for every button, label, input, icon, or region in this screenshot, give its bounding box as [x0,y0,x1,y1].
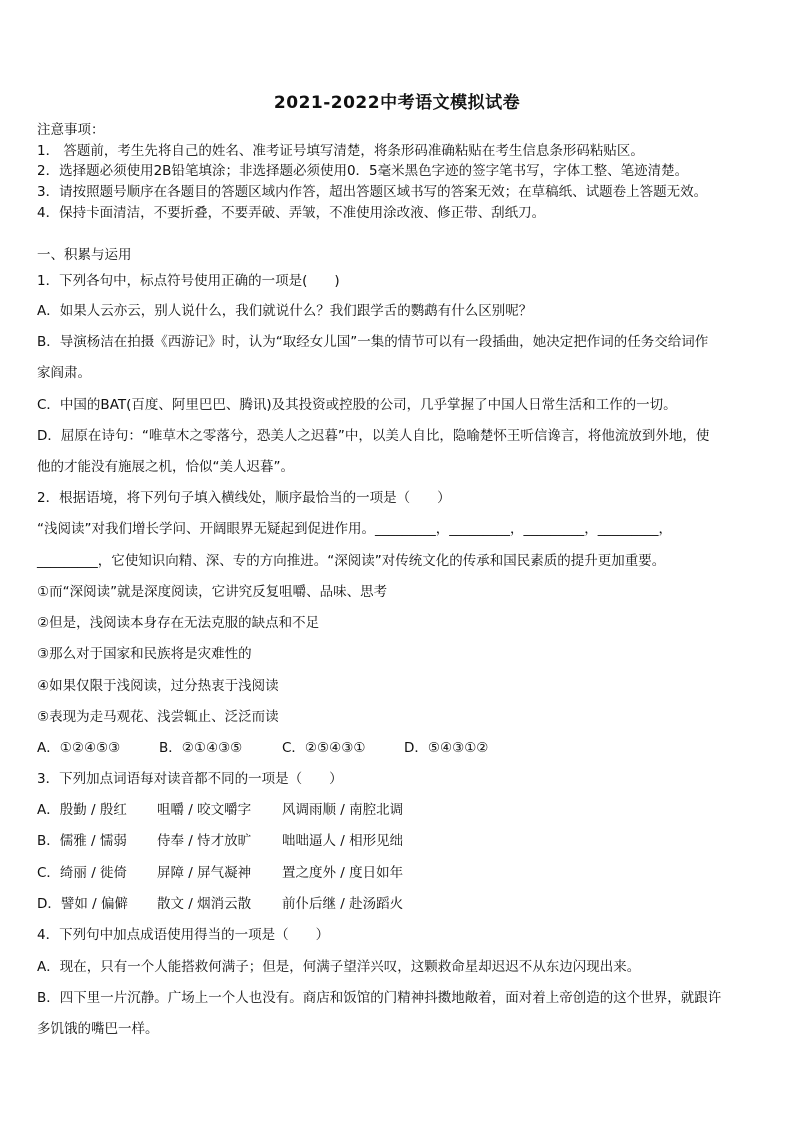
question-4-option-b-cont: 多饥饿的嘴巴一样。 [37,1021,159,1037]
notice-item: 4．保持卡面清洁，不要折叠，不要弄破、弄皱，不准使用涂改液、修正带、刮纸刀。 [37,205,546,221]
question-2-sentence-1: ①而“深阅读”就是深度阅读，它讲究反复咀嚼、品味、思考 [37,584,388,600]
question-2-context-cont: _________，它使知识向精、深、专的方向推进。“深阅读”对传统文化的传承和国民素质的提升更加重要。 [37,553,666,569]
question-2-option-d: D．⑤④③①② [404,740,489,756]
option-word-pair: 置之度外 / 度日如年 [282,865,404,881]
question-1-option-b-cont: 家阎肃。 [37,365,91,381]
question-3-option-d [37,895,759,913]
question-4-option-b: B．四下里一片沉静。广场上一个人也没有。商店和饭馆的门精神抖擞地敞着，面对着上帝创造的这个世界，就跟许 [37,990,722,1006]
notice-heading: 注意事项： [37,122,105,138]
option-word-pair: 咀嚼 / 咬文嚼字 [157,802,252,818]
section-heading: 一、积累与运用 [37,247,132,263]
question-1-stem: 1．下列各句中，标点符号使用正确的一项是( ) [37,273,340,289]
question-2-sentence-2: ②但是，浅阅读本身存在无法克服的缺点和不足 [37,615,320,631]
option-word-pair: 风调雨顺 / 南腔北调 [282,802,404,818]
option-word-pair: 咄咄逼人 / 相形见绌 [282,833,404,849]
question-1-option-d-cont: 他的才能没有施展之机，恰似“美人迟暮”。 [37,459,294,475]
question-4-option-a: A．现在，只有一个人能搭救何满子；但是，何满子望洋兴叹，这颗救命星却迟迟不从东边闪现出来。 [37,959,641,975]
question-3-option-c [37,864,759,882]
question-2-option-a: A．①②④⑤③ [37,740,121,756]
question-1-option-a: A．如果人云亦云，别人说什么，我们就说什么？我们跟学舌的鹦鹉有什么区别呢？ [37,303,533,319]
option-word-pair: B．儒雅 / 懦弱 [37,833,127,849]
option-word-pair: 散文 / 烟消云散 [157,896,252,912]
question-2-context: “浅阅读”对我们增长学问、开阔眼界无疑起到促进作用。_________，_________，_________，_________， [37,521,672,537]
notice-item: 3．请按照题号顺序在各题目的答题区域内作答，超出答题区域书写的答案无效；在草稿纸、试题卷上答题无效。 [37,184,708,200]
notice-item: 2．选择题必须使用2B铅笔填涂；非选择题必须使用0．5毫米黑色字迹的签字笔书写，字体工整、笔迹清楚。 [37,163,689,179]
exam-title: 2021-2022中考语文模拟试卷 [273,93,521,113]
question-3-option-a [37,801,759,819]
question-3-option-b [37,832,759,850]
option-word-pair: 前仆后继 / 赴汤蹈火 [282,896,404,912]
question-2-option-c: C．②⑤④③① [282,740,366,756]
question-1-option-b: B．导演杨洁在拍摄《西游记》时，认为“取经女儿国”一集的情节可以有一段插曲，她决定把作词的任务交给词作 [37,334,709,350]
question-2-sentence-3: ③那么对于国家和民族将是灾难性的 [37,646,252,662]
option-word-pair: D．譬如 / 偏僻 [37,896,129,912]
question-2-option-b: B．②①④③⑤ [159,740,243,756]
question-1-option-c: C．中国的BAT(百度、阿里巴巴、腾讯)及其投资或控股的公司，几乎掌握了中国人日常生活和工作的一切。 [37,397,677,413]
option-word-pair: C．绮丽 / 徙倚 [37,865,128,881]
question-2-sentence-5: ⑤表现为走马观花、浅尝辄止、泛泛而读 [37,709,279,725]
notice-item: 1． 答题前，考生先将自己的姓名、准考证号填写清楚，将条形码准确粘贴在考生信息条形码粘贴区。 [37,143,644,159]
question-4-stem: 4．下列句中加点成语使用得当的一项是（ ） [37,927,330,943]
option-word-pair: A．殷勤 / 殷红 [37,802,127,818]
question-2-options [37,739,759,757]
option-word-pair: 侍奉 / 恃才放旷 [157,833,252,849]
question-3-stem: 3．下列加点词语每对读音都不同的一项是（ ） [37,771,343,787]
option-word-pair: 屏障 / 屏气凝神 [157,865,252,881]
question-2-stem: 2．根据语境，将下列句子填入横线处，顺序最恰当的一项是（ ） [37,490,451,506]
question-2-sentence-4: ④如果仅限于浅阅读，过分热衷于浅阅读 [37,678,279,694]
question-1-option-d: D．屈原在诗句：“唯草木之零落兮，恐美人之迟暮”中，以美人自比，隐喻楚怀王听信谗言，将他流放到外地，使 [37,428,710,444]
